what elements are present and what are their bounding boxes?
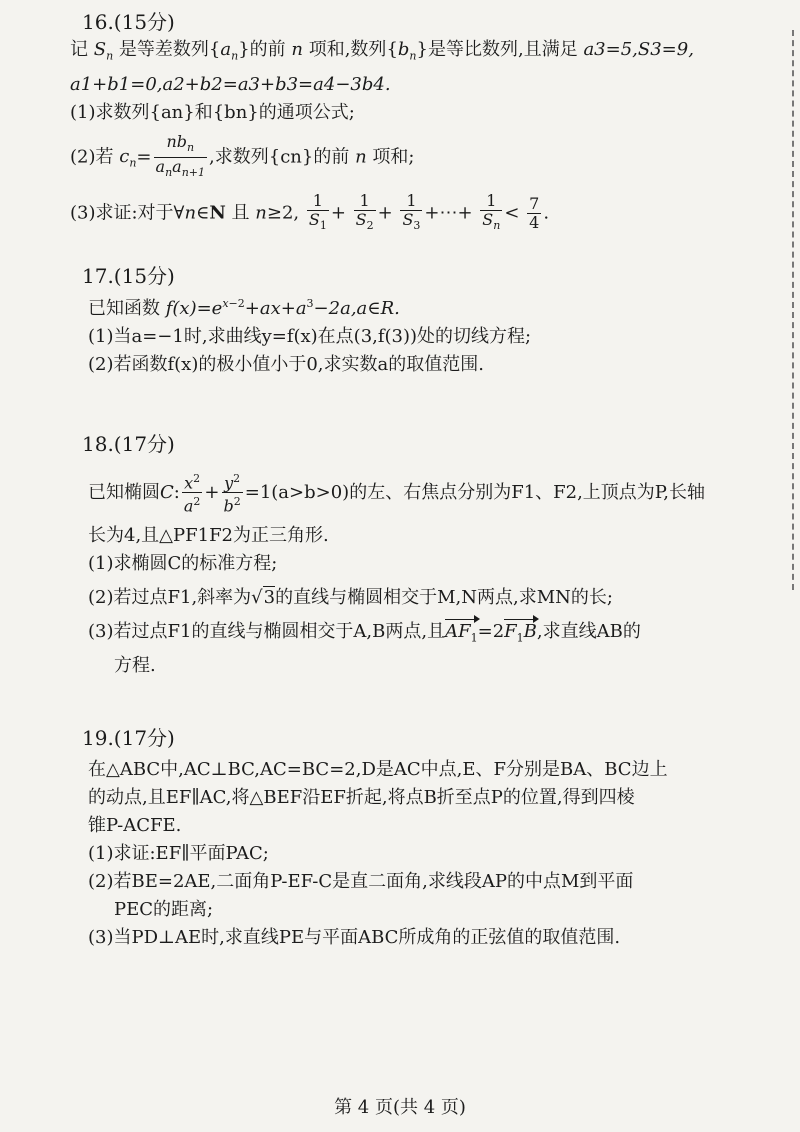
problem-18-heading: 18.(17分): [82, 432, 175, 456]
problem-19-q1: (1)求证:EF∥平面PAC;: [88, 843, 269, 864]
problem-19-line-3: 锥P-ACFE.: [88, 815, 182, 836]
problem-18-q2: (2)若过点F1,斜率为√3的直线与椭圆相交于M,N两点,求MN的长;: [88, 586, 613, 608]
problem-18-line-1: 已知椭圆C: $\frac{x^2}{a^2}$ + $\frac{y^2}{b^2}$ =1(a>b>0)的左、右焦点分别为F1、F2,上顶点为P,长轴: [88, 472, 705, 516]
problem-19-q3: (3)当PD⊥AE时,求直线PE与平面ABC所成角的正弦值的取值范围.: [88, 927, 621, 948]
fraction-cn: $\frac{nb_n}{a_na_{n+1}}$: [154, 133, 208, 182]
problem-19: [70, 724, 775, 952]
problem-19-line-1: 在△ABC中,AC⊥BC,AC=BC=2,D是AC中点,E、F分别是BA、BC边上: [88, 759, 668, 780]
problem-18-q3: (3)若过点F1的直线与椭圆相交于A,B两点,且$AF_1=2F_1B$,求直线AB的: [88, 618, 775, 653]
problem-16-line-1: 记 $S_n$ 是等差数列$\{a_n\}$的前 n 项和,数列$\{b_n\}$是等比数列,且满足 a3=5,S3=9,: [70, 39, 694, 63]
problem-16-heading: 16.(15分): [82, 10, 175, 34]
problem-17: [70, 262, 775, 379]
problem-18: [70, 430, 775, 680]
binding-edge-dashes: [792, 30, 794, 590]
problem-19-q2: (2)若BE=2AE,二面角P-EF-C是直二面角,求线段AP的中点M到平面: [88, 871, 634, 892]
problem-19-q2-cont: PEC的距离;: [114, 899, 214, 920]
problem-16-q2: (2)若 $c_n=$ $\frac{nb_n}{a_na_{n+1}}$ ,求数列{cn}的前 n 项和;: [70, 133, 775, 182]
problem-16-q1: (1)求数列{an}和{bn}的通项公式;: [70, 101, 355, 123]
problem-18-q1: (1)求椭圆C的标准方程;: [88, 552, 278, 574]
problem-19-line-2: 的动点,且EF∥AC,将△BEF沿EF折起,将点B折至点P的位置,得到四棱: [88, 787, 635, 808]
problem-16-q3: (3)求证:对于∀n∈N 且 n≥2, $\frac{1}{S_1}$ + $\frac{1}{S_2}$ + $\frac{1}{S_3}$ +⋯+ $\frac{1}{S_n}$ < $\frac{7}{4}$ .: [70, 192, 775, 235]
problem-17-q2: (2)若函数f(x)的极小值小于0,求实数a的取值范围.: [88, 354, 484, 375]
problem-16: [70, 8, 775, 235]
problem-19-heading: 19.(17分): [82, 726, 175, 750]
problem-18-q3-cont: 方程.: [114, 655, 156, 677]
page-footer: 第 4 页(共 4 页): [334, 1097, 466, 1118]
problem-17-heading: 17.(15分): [82, 264, 175, 288]
problem-18-line-2: 长为4,且△PF1F2为正三角形.: [88, 524, 329, 546]
problem-16-line-2: a1+b1=0,a2+b2=a3+b3=a4−3b4.: [70, 73, 391, 95]
problem-17-q1: (1)当a=−1时,求曲线y=f(x)在点(3,f(3))处的切线方程;: [88, 326, 532, 347]
problem-17-line-1: 已知函数 $f(x)=e^{x-2}+ax+a^3-2a,a\in R$.: [88, 297, 400, 319]
